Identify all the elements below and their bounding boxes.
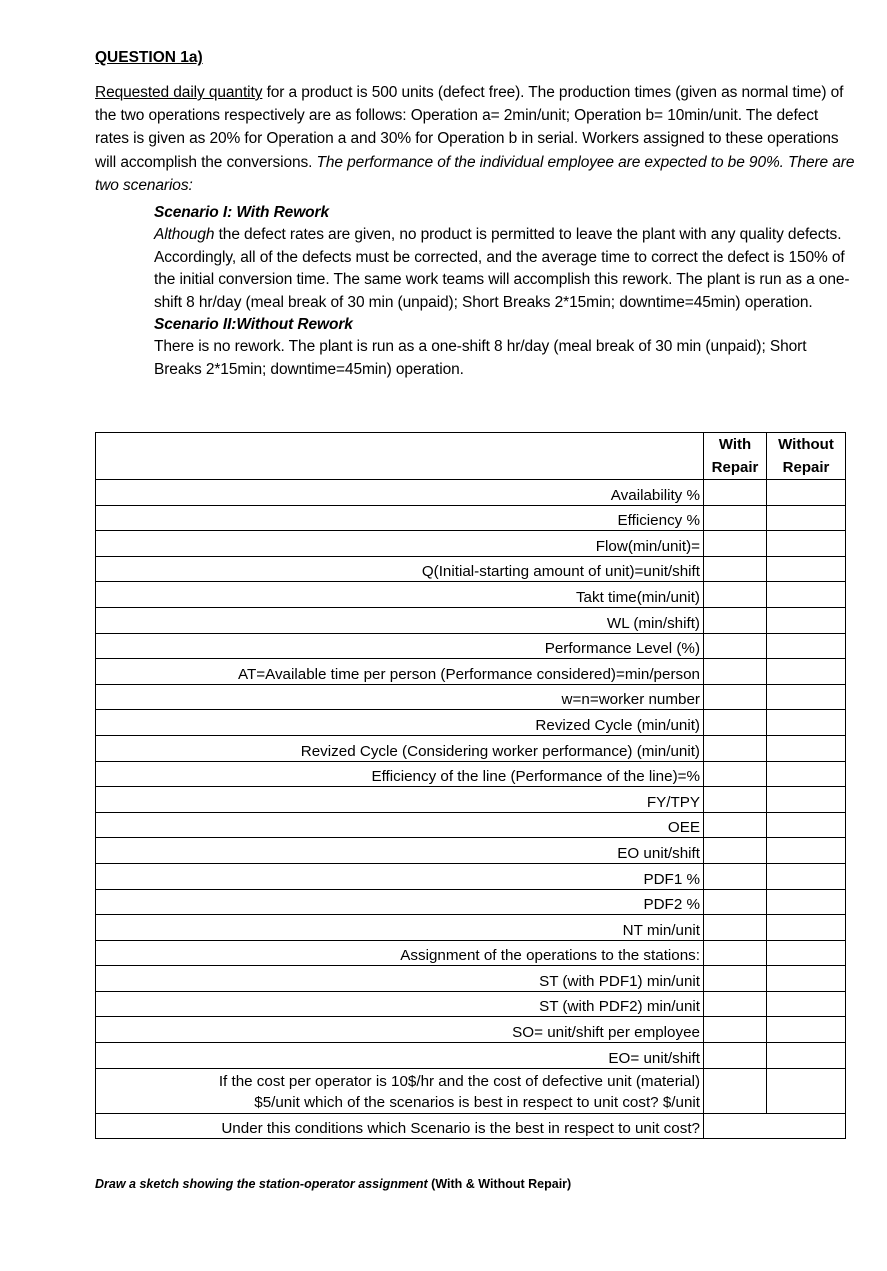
sketch-instruction-normal: (With & Without Repair) [427, 1177, 572, 1191]
cell-without-repair[interactable] [767, 582, 846, 608]
cell-without-repair[interactable] [767, 633, 846, 659]
row-label: EO= unit/shift [96, 1043, 704, 1069]
scenario2-text: There is no rework. The plant is run as a one-shift 8 hr/day (meal break of 30 min (unpaid); Short Breaks 2*15min; downtime=45min) operation. [154, 338, 807, 378]
row-label: ST (with PDF1) min/unit [96, 966, 704, 992]
row-label: WL (min/shift) [96, 607, 704, 633]
sketch-instruction-italic: Draw a sketch showing the station-operator assignment [95, 1177, 428, 1191]
cell-without-repair[interactable] [767, 1043, 846, 1069]
row-label: Efficiency % [96, 505, 704, 531]
cell-with-repair[interactable] [704, 1043, 767, 1069]
cell-with-repair[interactable] [704, 607, 767, 633]
cell-without-repair[interactable] [767, 505, 846, 531]
table-row [96, 889, 846, 915]
row-label: Availability % [96, 480, 704, 506]
cell-with-repair[interactable] [704, 684, 767, 710]
table-row [96, 863, 846, 889]
cell-with-repair[interactable] [704, 735, 767, 761]
table-row [96, 838, 846, 864]
cell-with-repair[interactable] [704, 531, 767, 557]
cell-without-repair[interactable] [767, 1068, 846, 1113]
cell-with-repair[interactable] [704, 863, 767, 889]
cell-without-repair[interactable] [767, 1017, 846, 1043]
row-label: OEE [96, 812, 704, 838]
row-label: FY/TPY [96, 787, 704, 813]
scenario1-heading: Scenario I: With Rework [154, 204, 329, 221]
table-row [96, 761, 846, 787]
table-row [96, 633, 846, 659]
table-row [96, 915, 846, 941]
table-row [96, 659, 846, 685]
table-row [96, 966, 846, 992]
table-row [96, 1017, 846, 1043]
scenario1-text [154, 224, 854, 314]
cell-with-repair[interactable] [704, 787, 767, 813]
row-label: SO= unit/shift per employee [96, 1017, 704, 1043]
scenario1-body: the defect rates are given, no product is permitted to leave the plant with any quality defects. Accordingly, all of the defects must be corrected, and the average time to correct the defect is 150% of the initial conversion time. The same work teams will accomplish this rework. The plant is run as a one-shift 8 hr/day (meal break of 30 min (unpaid); Short Breaks 2*15min; downtime=45min) operation. [154, 226, 850, 311]
cell-with-repair[interactable] [704, 710, 767, 736]
row-label: Performance Level (%) [96, 633, 704, 659]
table-row [96, 505, 846, 531]
cell-without-repair[interactable] [767, 812, 846, 838]
intro-underlined-lead: Requested daily quantity [95, 84, 263, 101]
table-row [96, 812, 846, 838]
cell-without-repair[interactable] [767, 531, 846, 557]
sketch-instruction [95, 1177, 571, 1191]
cell-with-repair[interactable] [704, 812, 767, 838]
cell-with-repair[interactable] [704, 659, 767, 685]
cell-without-repair[interactable] [767, 710, 846, 736]
row-label: Q(Initial-starting amount of unit)=unit/shift [96, 556, 704, 582]
table-row [96, 1043, 846, 1069]
cell-without-repair[interactable] [767, 915, 846, 941]
table-header-row [96, 433, 846, 480]
cell-with-repair[interactable] [704, 505, 767, 531]
scenarios-block [154, 202, 854, 381]
table-row [96, 735, 846, 761]
table-row [96, 684, 846, 710]
cell-with-repair[interactable] [704, 761, 767, 787]
cell-with-repair[interactable] [704, 556, 767, 582]
cell-without-repair[interactable] [767, 607, 846, 633]
row-label-cost: If the cost per operator is 10$/hr and the cost of defective unit (material) $5/unit which of the scenarios is best in respect to unit cost? $/unit [96, 1068, 704, 1113]
cell-with-repair[interactable] [704, 966, 767, 992]
table-row-best-scenario [96, 1113, 846, 1139]
intro-text: for a product is 500 units (defect free). The production times (given as normal time) of the two operations respectively are as follows: Operation a= 2min/unit; Operation b= 10min/unit. The defect rates is given as 20% for Operation a and 30% for Operation b in serial. Workers assigned to these operations will accomplish the conversions. [95, 84, 844, 171]
table-row [96, 710, 846, 736]
cell-with-repair[interactable] [704, 838, 767, 864]
table-row [96, 940, 846, 966]
scenario1-italic-lead: Although [154, 226, 215, 244]
cell-with-repair[interactable] [704, 633, 767, 659]
scenario2-heading: Scenario II:Without Rework [154, 316, 353, 334]
cell-without-repair[interactable] [767, 761, 846, 787]
cell-with-repair[interactable] [704, 582, 767, 608]
row-label: Revized Cycle (Considering worker performance) (min/unit) [96, 735, 704, 761]
cell-without-repair[interactable] [767, 991, 846, 1017]
question-title: QUESTION 1a) [95, 49, 203, 66]
table-row [96, 991, 846, 1017]
row-label: Assignment of the operations to the stations: [96, 940, 704, 966]
cell-with-repair[interactable] [704, 889, 767, 915]
row-label: PDF1 % [96, 863, 704, 889]
header-without-repair: Without Repair [767, 433, 846, 480]
table-row [96, 556, 846, 582]
intro-paragraph [95, 81, 855, 197]
cell-without-repair[interactable] [767, 684, 846, 710]
table-row [96, 607, 846, 633]
row-label: NT min/unit [96, 915, 704, 941]
header-blank-cell [96, 433, 704, 480]
cell-without-repair[interactable] [767, 889, 846, 915]
cell-without-repair[interactable] [767, 556, 846, 582]
cell-with-repair[interactable] [704, 480, 767, 506]
table-row [96, 582, 846, 608]
cell-with-repair[interactable] [704, 1068, 767, 1113]
cell-without-repair[interactable] [767, 838, 846, 864]
row-label: Flow(min/unit)= [96, 531, 704, 557]
row-label: Efficiency of the line (Performance of the line)=% [96, 761, 704, 787]
table-row-cost [96, 1068, 846, 1113]
row-label: EO unit/shift [96, 838, 704, 864]
header-with-repair: With Repair [704, 433, 767, 480]
row-label: AT=Available time per person (Performance considered)=min/person [96, 659, 704, 685]
cell-without-repair[interactable] [767, 966, 846, 992]
row-label: Revized Cycle (min/unit) [96, 710, 704, 736]
cell-with-repair[interactable] [704, 1017, 767, 1043]
cell-without-repair[interactable] [767, 787, 846, 813]
calculation-table [95, 432, 846, 1139]
cell-best-scenario-answer[interactable] [704, 1113, 846, 1139]
row-label: PDF2 % [96, 889, 704, 915]
cell-without-repair[interactable] [767, 735, 846, 761]
row-label: Takt time(min/unit) [96, 582, 704, 608]
row-label-best-scenario: Under this conditions which Scenario is the best in respect to unit cost? [96, 1113, 704, 1139]
cell-with-repair[interactable] [704, 991, 767, 1017]
intro-italic-text: The performance of the individual employee are expected to be 90%. There are two scenarios: [95, 153, 855, 194]
row-label: w=n=worker number [96, 684, 704, 710]
cell-without-repair[interactable] [767, 480, 846, 506]
cell-without-repair[interactable] [767, 659, 846, 685]
table-row [96, 480, 846, 506]
cell-with-repair[interactable] [704, 915, 767, 941]
cell-with-repair[interactable] [704, 940, 767, 966]
table-row [96, 531, 846, 557]
cell-without-repair[interactable] [767, 940, 846, 966]
cell-without-repair[interactable] [767, 863, 846, 889]
table-row [96, 787, 846, 813]
row-label: ST (with PDF2) min/unit [96, 991, 704, 1017]
